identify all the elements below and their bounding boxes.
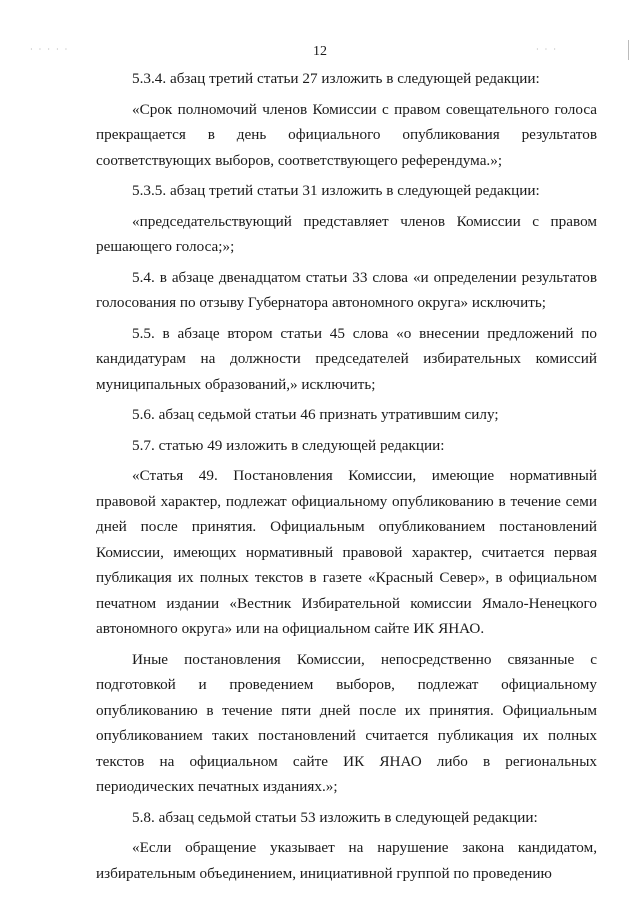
paragraph-5-5: 5.5. в абзаце втором статьи 45 слова «о внесении предложений по кандидатурам на должности председателей избирательных комиссий муниципальных образований,» исключить;: [96, 324, 597, 393]
paragraph-quote-commission-term: «Срок полномочий членов Комиссии с правом совещательного голоса прекращается в день официального опубликования результатов соответствующих выборов, соответствующего референдума.»;: [96, 100, 597, 169]
paragraph-5-6: 5.6. абзац седьмой статьи 46 признать утратившим силу;: [132, 406, 499, 423]
paragraph-5-7: 5.7. статью 49 изложить в следующей редакции:: [132, 436, 445, 454]
page-number: 12: [313, 44, 327, 59]
scan-artifact-left: · · · · ·: [30, 45, 70, 54]
scan-edge-mark: [628, 40, 629, 60]
paragraph-5-3-4: 5.3.4. абзац третий статьи 27 изложить в следующей редакции:: [132, 70, 540, 87]
paragraph-5-4: 5.4. в абзаце двенадцатом статьи 33 слова «и определении результатов голосования по отзыву Губернатора автономного округа» исключить;: [96, 268, 597, 311]
paragraph-article-49-other: Иные постановления Комиссии, непосредственно связанные с подготовкой и проведением выборов, подлежат официальному опубликованию в течение пяти дней после их принятия. Официальным опубликованием таких постановлений считается публикация их полных текстов на официальном сайте ИК ЯНАО либо в региональных периодических печатных изданиях.»;: [96, 650, 597, 795]
document-body: [96, 66, 597, 891]
paragraph-article-49: «Статья 49. Постановления Комиссии, имеющие нормативный правовой характер, подлежат официальному опубликованию в течение семи дней после принятия. Официальным опубликованием постановлений Комиссии, имеющих нормативный правовой характер, считается первая публикация их полных текстов в газете «Красный Север», в официальном печатном издании «Вестник Избирательной комиссии Ямало-Ненецкого автономного округа» или на официальном сайте ИК ЯНАО.: [96, 467, 597, 637]
paragraph-quote-chairman: «председательствующий представляет членов Комиссии с правом решающего голоса;»;: [96, 212, 597, 255]
paragraph-quote-violation: «Если обращение указывает на нарушение закона кандидатом, избирательным объединением, инициативной группой по проведению: [96, 839, 597, 882]
paragraph-5-3-5: 5.3.5. абзац третий статьи 31 изложить в следующей редакции:: [132, 182, 540, 199]
paragraph-5-8: 5.8. абзац седьмой статьи 53 изложить в следующей редакции:: [132, 808, 538, 826]
scan-artifact-right: · · ·: [536, 45, 558, 54]
